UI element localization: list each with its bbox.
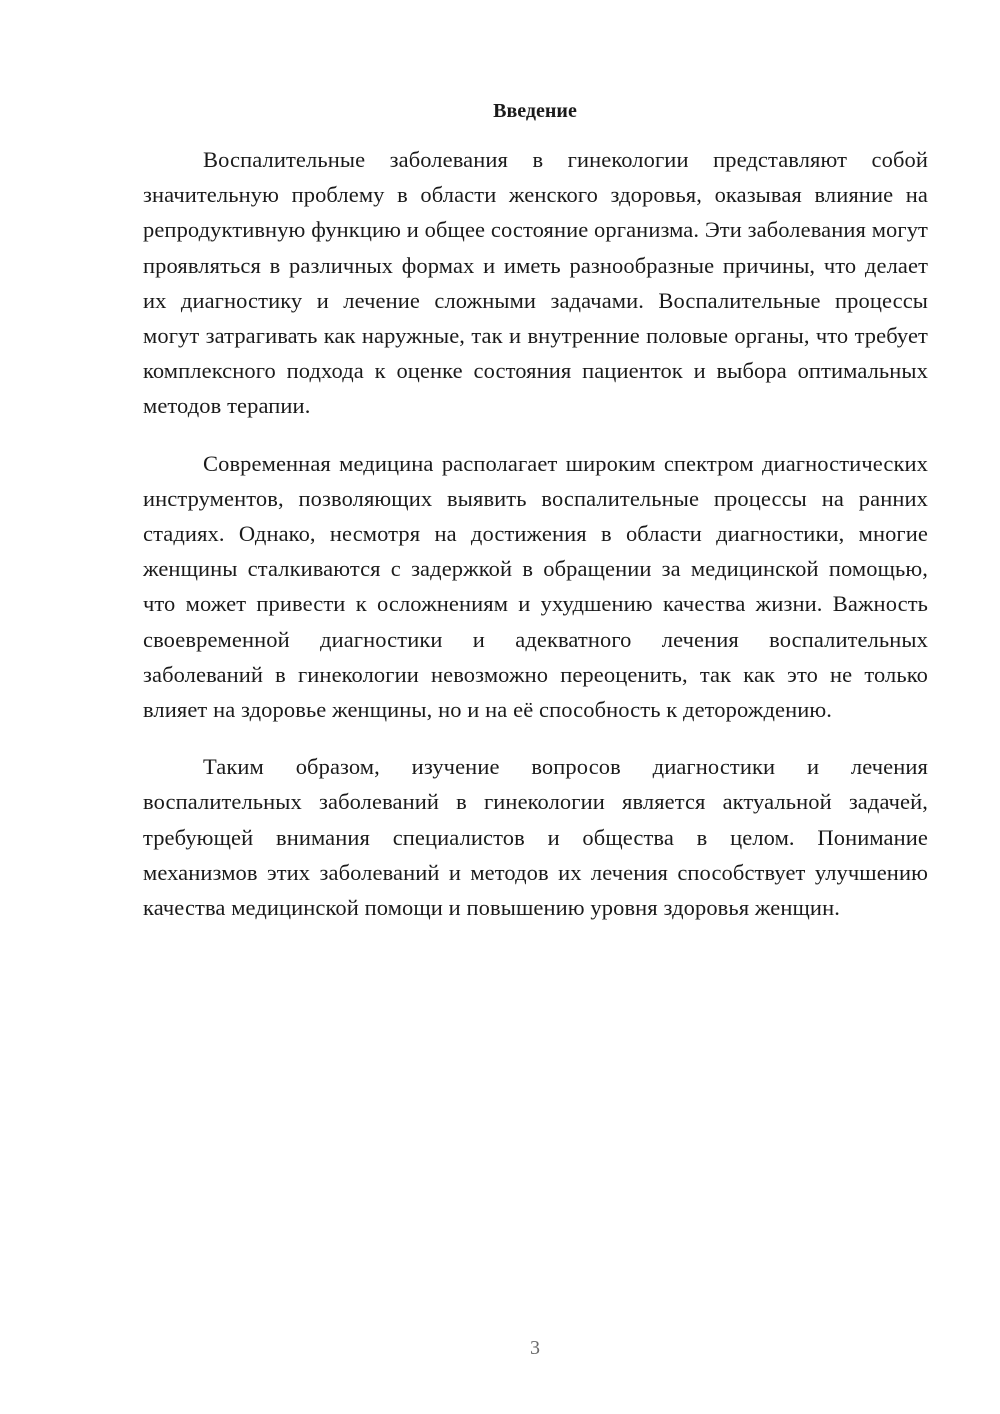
body-text: [143, 142, 928, 947]
paragraph-1: Воспалительные заболевания в гинекологии представляют собой значительную проблему в области женского здоровья, оказывая влияние на репродуктивную функцию и общее состояние организма. Эти заболевания могут проявляться в различных формах и иметь разнообразные причины, что делает их диагностику и лечение сложными задачами. Воспалительные процессы могут затрагивать как наружные, так и внутренние половые органы, что требует комплексного подхода к оценке состояния пациенток и выбора оптимальных методов терапии.: [143, 147, 928, 419]
paragraph-2: Современная медицина располагает широким спектром диагностических инструментов, позволяющих выявить воспалительные процессы на ранних стадиях. Однако, несмотря на достижения в области диагностики, многие женщины сталкиваются с задержкой в обращении за медицинской помощью, что может привести к осложнениям и ухудшению качества жизни. Важность своевременной диагностики и адекватного лечения воспалительных заболеваний в гинекологии невозможно переоценить, так как это не только влияет на здоровье женщины, но и на её способность к деторождению.: [143, 450, 928, 723]
section-title: Введение: [493, 100, 577, 122]
paragraph-3: Таким образом, изучение вопросов диагностики и лечения воспалительных заболеваний в гинекологии является актуальной задачей, требующей внимания специалистов и общества в целом. Понимание механизмов этих заболеваний и методов их лечения способствует улучшению качества медицинской помощи и повышению уровня здоровья женщин.: [143, 754, 928, 921]
page-number: 3: [530, 1337, 540, 1359]
